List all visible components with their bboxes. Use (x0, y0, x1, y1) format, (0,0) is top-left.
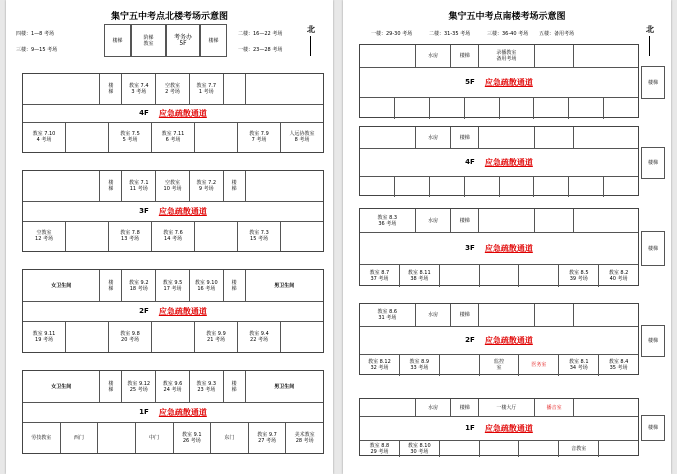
stairs-label: 楼梯 (647, 79, 658, 86)
stairs-label: 楼梯 (647, 425, 658, 431)
room-cell: 劳技教室 (23, 422, 61, 453)
room-cell (430, 97, 465, 119)
south-building-page (343, 0, 671, 474)
room-cell: 教室 9.1 26 考场 (174, 422, 212, 453)
top-row (23, 74, 323, 104)
corridor (360, 326, 638, 354)
floor-label: 4F (139, 109, 149, 117)
room-cell: 教室 8.9 33 考场 (400, 354, 440, 376)
floor-1f (22, 370, 324, 454)
room-cell: 教室 7.3 15 考场 (238, 221, 281, 251)
room-cell (246, 171, 323, 201)
stairs-label: 楼梯 (647, 338, 658, 344)
room-cell (604, 176, 638, 197)
room-cell (395, 97, 430, 119)
stairs-box-left (104, 24, 131, 57)
corridor (23, 201, 323, 221)
evacuation-route: 应急疏散通道 (484, 77, 533, 87)
top-row (23, 270, 323, 301)
north-arrow-icon (310, 36, 311, 56)
room-cell (535, 304, 575, 326)
room-cell: 音教室 (559, 440, 599, 457)
room-cell: 楼 梯 (224, 270, 246, 301)
room-cell: 楼梯 (451, 127, 479, 148)
legend-1f: 一楼：29-30 考场 (371, 31, 413, 37)
room-cell (281, 221, 323, 251)
room-cell (195, 122, 238, 152)
room-cell (430, 176, 465, 197)
corridor (360, 416, 638, 440)
room-cell: 监控 室 (480, 354, 520, 376)
room-cell (395, 176, 430, 197)
bottom-row (360, 176, 638, 197)
room-cell: 教室 8.10 30 考场 (400, 440, 440, 457)
room-cell: 教室 8.6 31 考场 (360, 304, 416, 326)
floor-label: 2F (465, 336, 475, 344)
room-cell (465, 97, 500, 119)
room-cell (23, 74, 100, 104)
evacuation-route: 应急疏散通道 (158, 407, 207, 417)
room-cell (535, 127, 575, 148)
room-cell: 教室 7.10 4 考场 (23, 122, 66, 152)
evacuation-route: 应急疏散通道 (158, 108, 207, 118)
room-cell (66, 221, 109, 251)
side-stairs (641, 325, 665, 357)
evacuation-route: 应急疏散通道 (158, 206, 207, 216)
room-cell: 教室 8.3 36 考场 (360, 209, 416, 232)
room-cell: 教室 7.7 1 考场 (190, 74, 224, 104)
room-cell (574, 127, 638, 148)
floor-label: 1F (139, 408, 149, 416)
bottom-row (360, 97, 638, 119)
floor-label: 4F (465, 158, 475, 166)
room-cell (440, 264, 480, 287)
room-cell (519, 440, 559, 457)
room-cell: 楼 梯 (100, 270, 122, 301)
bottom-row (23, 221, 323, 251)
room-cell (569, 176, 604, 197)
exam-office: 考务办 5F (166, 24, 200, 57)
top-row (23, 171, 323, 201)
room-cell: 东门 (211, 422, 249, 453)
corridor (360, 148, 638, 176)
room-cell (152, 321, 195, 352)
legend-4f: 四楼：1—8 考场 (16, 31, 54, 37)
floor-label: 3F (465, 244, 475, 252)
floor-f2 (359, 303, 639, 375)
floor-f1 (359, 398, 639, 456)
room-cell: 一楼大厅 (479, 399, 535, 416)
room-cell (440, 440, 480, 457)
room-cell: 教室 7.2 9 考场 (190, 171, 224, 201)
room-cell (574, 304, 638, 326)
stairs-label: 楼梯 (647, 160, 658, 166)
room-cell (66, 122, 109, 152)
room-cell (360, 97, 395, 119)
prep-room: 阶梯 教室 (131, 24, 166, 57)
evacuation-route: 应急疏散通道 (158, 306, 207, 316)
bottom-row (23, 321, 323, 352)
floor-label: 2F (139, 307, 149, 315)
room-cell: 教室 8.12 32 考场 (360, 354, 400, 376)
top-row (360, 304, 638, 326)
room-cell (535, 209, 575, 232)
room-cell (519, 264, 559, 287)
room-cell: 教室 8.11 38 考场 (400, 264, 440, 287)
stairs-label: 楼梯 (112, 37, 123, 44)
room-cell (534, 97, 569, 119)
room-cell (574, 209, 638, 232)
room-cell: 楼 梯 (224, 171, 246, 201)
corridor (360, 67, 638, 97)
stairs-label: 楼梯 (208, 37, 219, 44)
room-cell: 播音室 (535, 399, 575, 416)
room-cell: 教室 9.11 19 考场 (23, 321, 66, 352)
room-cell: 水房 (416, 209, 452, 232)
room-cell: 教室 9.4 22 考场 (238, 321, 281, 352)
north-arrow-icon (649, 36, 650, 56)
top-row (360, 45, 638, 67)
north-building-title: 集宁五中考点北楼考场示意图 (110, 12, 228, 22)
room-cell (281, 321, 323, 352)
bottom-row (23, 422, 323, 453)
room-cell (500, 176, 535, 197)
side-stairs (641, 231, 665, 266)
room-cell: 水房 (416, 304, 452, 326)
room-cell: 楼 梯 (100, 371, 122, 402)
room-cell: 教室 9.7 27 考场 (249, 422, 287, 453)
room-cell (480, 440, 520, 457)
top-row (360, 209, 638, 232)
legend-1f: 一楼：23—28 考场 (238, 47, 283, 53)
side-stairs (641, 415, 665, 441)
south-building-title: 集宁五中考点南楼考场示意图 (448, 12, 566, 22)
room-cell: 教室 7.9 7 考场 (238, 122, 281, 152)
floor-f4 (359, 126, 639, 196)
stairs-label: 楼梯 (647, 245, 658, 252)
corridor (360, 232, 638, 264)
room-cell: 教室 9.8 20 考场 (109, 321, 152, 352)
room-cell: 西门 (61, 422, 99, 453)
evacuation-route: 应急疏散通道 (484, 335, 533, 345)
room-cell: 教室 7.1 11 考场 (122, 171, 156, 201)
room-cell (440, 354, 480, 376)
room-cell (599, 440, 638, 457)
room-cell: 楼梯 (451, 209, 479, 232)
room-cell: 教室 9.10 16 考场 (190, 270, 224, 301)
room-cell: 教室 8.4 35 考场 (608, 359, 629, 371)
bottom-row (360, 354, 638, 376)
room-cell: 教室 7.11 6 考场 (152, 122, 195, 152)
floor-3f (22, 170, 324, 252)
room-cell: 医务室 (519, 354, 559, 376)
evacuation-route: 应急疏散通道 (484, 157, 533, 167)
room-cell (360, 399, 416, 416)
floor-2f (22, 269, 324, 353)
room-cell: 水房 (416, 127, 452, 148)
room-cell: 教室 9.2 18 考场 (122, 270, 156, 301)
room-cell (479, 304, 535, 326)
room-cell: 教室 8.5 39 考场 (559, 264, 599, 287)
room-cell (480, 264, 520, 287)
floor-label: 3F (139, 207, 149, 215)
room-cell: 空教室 10 考场 (156, 171, 190, 201)
room-cell: 水房 (416, 45, 452, 67)
room-cell (360, 176, 395, 197)
room-cell (246, 74, 323, 104)
room-cell (360, 127, 416, 148)
room-cell: 教室 9.6 24 考场 (156, 371, 190, 402)
bottom-row (360, 440, 638, 457)
room-cell: 楼 梯 (100, 74, 122, 104)
corridor (23, 104, 323, 122)
north-label: 北 (646, 25, 654, 34)
room-cell: 楼 梯 (100, 171, 122, 201)
corridor (23, 301, 323, 321)
bottom-row (23, 122, 323, 152)
room-cell (23, 171, 100, 201)
legend-3f: 三楼：9—15 考场 (16, 47, 58, 53)
room-cell (465, 176, 500, 197)
room-cell: 教室 8.8 29 考场 (360, 440, 400, 457)
room-cell: 中门 (136, 422, 174, 453)
room-cell: 教室 8.1 34 考场 (559, 354, 599, 376)
room-cell: 人远协教室 8 考场 (289, 131, 315, 143)
floor-label: 5F (465, 78, 475, 86)
room-cell: 楼梯 (451, 45, 479, 67)
legend-3f: 三楼：36-40 考场 (487, 31, 529, 37)
floor-label: 1F (465, 424, 475, 432)
bottom-row (360, 264, 638, 287)
room-cell: 教室 9.5 17 考场 (156, 270, 190, 301)
room-cell: 教室 8.2 40 考场 (608, 269, 629, 282)
top-row (360, 127, 638, 148)
room-cell: 教室 7.8 13 考场 (109, 221, 152, 251)
floor-f3 (359, 208, 639, 286)
room-cell: 空教室 2 考场 (156, 74, 190, 104)
room-cell: 教室 7.4 3 考场 (122, 74, 156, 104)
room-cell (98, 422, 136, 453)
evacuation-route: 应急疏散通道 (484, 243, 533, 253)
side-stairs (641, 147, 665, 179)
room-cell: 楼梯 (451, 304, 479, 326)
room-cell: 空教室 12 考场 (23, 221, 66, 251)
room-cell: 楼梯 (451, 399, 479, 416)
room-cell (535, 45, 575, 67)
room-cell: 教室 9.3 23 考场 (190, 371, 224, 402)
legend-5f: 五楼：备用考场 (539, 31, 575, 37)
legend-2f: 二楼：31-35 考场 (429, 31, 471, 37)
room-cell: 教室 7.6 14 考场 (152, 221, 195, 251)
floor-f5 (359, 44, 639, 118)
north-label: 北 (307, 25, 315, 34)
room-cell: 水房 (416, 399, 452, 416)
room-cell (195, 221, 238, 251)
room-cell (224, 74, 246, 104)
room-cell: 楼 梯 (224, 371, 246, 402)
legend-2f: 二楼：16—22 考场 (238, 31, 283, 37)
room-cell (479, 209, 535, 232)
room-cell: 女卫生间 (23, 371, 100, 402)
room-cell (604, 97, 638, 119)
room-cell (66, 321, 109, 352)
room-cell: 教室 9.12 25 考场 (122, 371, 156, 402)
room-cell: 教室 7.5 5 考场 (109, 122, 152, 152)
room-cell: 教室 8.7 37 考场 (360, 264, 400, 287)
room-cell: 录播教室 备用考场 (479, 45, 535, 67)
room-cell (500, 97, 535, 119)
evacuation-route: 应急疏散通道 (484, 423, 533, 433)
top-row (360, 399, 638, 416)
room-cell (360, 45, 416, 67)
room-cell: 教室 9.9 21 考场 (195, 321, 238, 352)
floor-4f (22, 73, 324, 153)
room-cell: 男卫生间 (274, 282, 295, 289)
room-cell: 男卫生间 (274, 383, 295, 390)
room-cell (574, 45, 638, 67)
room-cell: 美术教室 28 考场 (294, 431, 315, 444)
room-cell (569, 97, 604, 119)
top-row (23, 371, 323, 402)
corridor (23, 402, 323, 422)
room-cell (574, 399, 638, 416)
north-building-page (6, 0, 333, 474)
stairs-box-right (200, 24, 227, 57)
side-stairs (641, 66, 665, 99)
room-cell: 女卫生间 (23, 270, 100, 301)
room-cell (479, 127, 535, 148)
room-cell (534, 176, 569, 197)
